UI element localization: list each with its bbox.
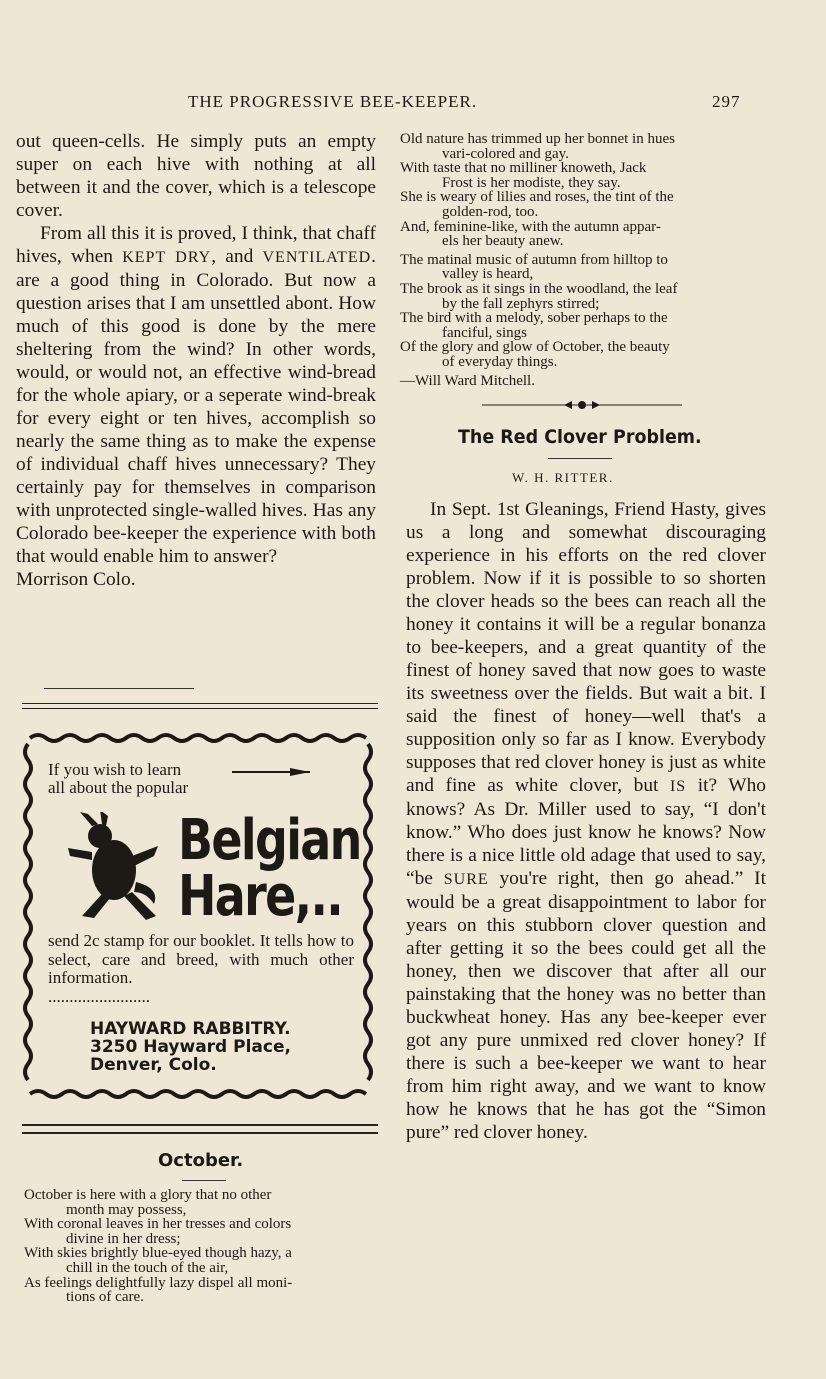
- author-location-signoff: Morrison Colo.: [16, 569, 136, 590]
- rampant-hare-icon: [62, 812, 162, 922]
- article-text-part-c: you're right, then go ahead.” It would be a great disappointment to labor for years on this stubborn clover question and after getting it so the bees could get all the honey, then we discover that after all our painstaking that the honey was no better than buckwheat honey. Has any bee-keeper ever got any pure unmixed red clover honey? If there is such a bee-keeper we want to hear from him right away, and we want to know how he knows that he has got the “Simon pure” red clover honey.: [406, 868, 766, 1143]
- article-paragraph: [406, 498, 766, 1144]
- paragraph-2-part-b: , and: [211, 246, 263, 267]
- belgian-hare-advertisement: [20, 730, 376, 1102]
- poem-line-continued: vari-colored and gay.: [442, 145, 569, 162]
- poem-line: The bird with a melody, sober perhaps to the: [400, 310, 668, 327]
- title-underline: [182, 1180, 226, 1181]
- ad-intro-line-1: If you wish to learn: [48, 760, 182, 779]
- running-header: [0, 92, 826, 118]
- poem-line: Old nature has trimmed up her bonnet in hues: [400, 131, 675, 147]
- poem-line-continued: by the fall zephyrs stirred;: [442, 295, 600, 312]
- ad-headline-hare: Hare,..: [178, 864, 343, 929]
- double-rule-divider: [22, 703, 378, 709]
- journal-title: THE PROGRESSIVE BEE-KEEPER.: [188, 92, 478, 111]
- left-column-article: [16, 130, 376, 591]
- poem-line: With taste that no milliner knoweth, Jack: [400, 160, 647, 177]
- october-poem-title: October.: [158, 1150, 244, 1171]
- poem-line: The brook as it sings in the woodland, the leaf: [400, 280, 678, 297]
- poem-line: October is here with a glory that no other: [24, 1187, 272, 1203]
- ad-company-block: [90, 1020, 291, 1074]
- ad-company-address: 3250 Hayward Place,: [90, 1037, 291, 1057]
- poem-line-continued: Frost is her modiste, they say.: [442, 174, 621, 191]
- poem-line: And, feminine-like, with the autumn appar-: [400, 218, 661, 235]
- decorative-divider-icon: [482, 398, 682, 412]
- title-underline: [548, 458, 612, 459]
- autumn-poem-continued: [400, 132, 758, 388]
- poem-line-continued: fanciful, sings: [442, 324, 527, 341]
- article-text-part-b: it? Who knows? As Dr. Miller used to say, “I don't know.” Who does just know he knows? Now there is a nice little old adage that used to say, “be: [406, 775, 767, 889]
- poem-line: As feelings delightfully lazy dispel all moni-: [24, 1274, 293, 1291]
- poem-line: The matinal music of autumn from hilltop to: [400, 251, 668, 268]
- poem-stanza-2: [400, 253, 758, 370]
- poem-attribution: —Will Ward Mitchell.: [400, 372, 535, 389]
- poem-line-continued: divine in her dress;: [66, 1230, 181, 1247]
- is-smallcaps: IS: [669, 778, 687, 795]
- poem-line-continued: golden-rod, too.: [442, 203, 539, 220]
- poem-line-continued: tions of care.: [66, 1289, 144, 1306]
- paragraph-2-part-a: From all this it is proved, I think, that chaff hives, when: [16, 223, 376, 267]
- ad-body-text: send 2c stamp for our booklet. It tells how to select, care and breed, with much other information.: [48, 931, 354, 987]
- paragraph-2: [16, 222, 376, 568]
- paragraph-1: out queen-cells. He simply puts an empty super on each hive with nothing at all between it and the cover, which is a telescope cover.: [16, 131, 376, 221]
- article-text-part-a: In Sept. 1st Gleanings, Friend Hasty, gives us a long and somewhat discouraging experience in his efforts on the red clover problem. Now if it is possible to so shorten the clover heads so the bees can reach all the honey it contains it will be a regular bonanza to bee-keepers, and a great quantity of the finest of honey saved that now goes to waste its sweetness over the fields. But wait a bit. I said the finest of honey—well that's a supposition only so far as I know. Everybody supposes that red clover honey is just as white and fine as white clover, but: [406, 499, 766, 796]
- ad-dot-leader: ........................: [48, 986, 150, 1006]
- poem-line: With coronal leaves in her tresses and colors: [24, 1216, 292, 1233]
- sure-smallcaps: SURE: [443, 871, 489, 888]
- ad-company-city: Denver, Colo.: [90, 1055, 217, 1075]
- ventilated-smallcaps: VENTILATED: [262, 249, 372, 266]
- ad-company-name: HAYWARD RABBITRY.: [90, 1019, 291, 1039]
- poem-line: She is weary of lilies and roses, the tint of the: [400, 189, 674, 206]
- page-number: 297: [712, 92, 741, 111]
- ad-intro-line-2: all about the popular: [48, 778, 189, 797]
- poem-line: With skies brightly blue-eyed though hazy, a: [24, 1245, 292, 1262]
- poem-line-continued: month may possess,: [66, 1201, 187, 1218]
- poem-line: Of the glory and glow of October, the beauty: [400, 339, 670, 356]
- article-title: The Red Clover Problem.: [458, 426, 702, 448]
- ad-body: [48, 932, 354, 1006]
- ad-headline-belgian: Belgian: [178, 808, 361, 873]
- thick-double-rule: [22, 1124, 378, 1134]
- kept-dry-smallcaps: KEPT DRY: [122, 249, 212, 266]
- poem-stanza-1: [400, 132, 758, 249]
- paragraph-2-part-c: . are a good thing in Colorado. But now a question arises that I am unsettled abont. How much of this good is done by the mere sheltering from the wind? In other words, would, or would not, an effective wind-bread for the whole apiary, or a seperate wind-break for every eight or ten hives, accomplish so nearly the same thing as to make the expense of individual chaff hives unnecessary? They certainly pay for themselves in comparison with unprotected single-walled hives. Has any Colorado bee-keeper the experience with both that would enable him to answer?: [16, 246, 376, 567]
- article-byline: W. H. RITTER.: [512, 470, 614, 485]
- poem-line-continued: chill in the touch of the air,: [66, 1259, 229, 1276]
- october-poem: [24, 1188, 384, 1305]
- poem-line-continued: valley is heard,: [442, 266, 534, 283]
- short-divider: [44, 688, 194, 689]
- red-clover-article-body: [406, 498, 766, 1144]
- poem-line-continued: els her beauty anew.: [442, 233, 564, 250]
- poem-line-continued: of everyday things.: [442, 353, 558, 370]
